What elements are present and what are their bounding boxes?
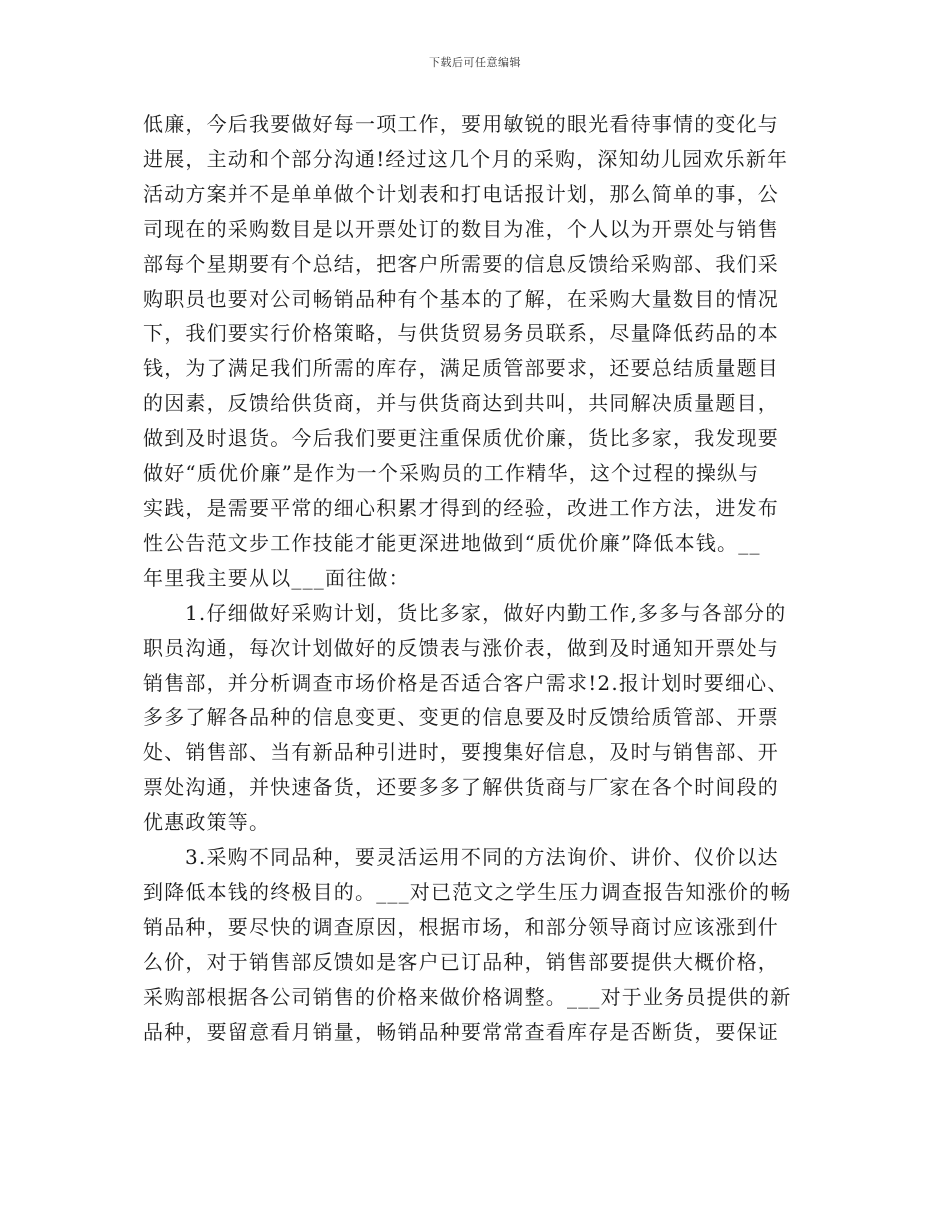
text-line: 处、销售部、当有新品种引进时，要搜集好信息，及时与销售部、开 xyxy=(143,740,779,765)
text-line: 多多了解各品种的信息变更、变更的信息要及时反馈给质管部、开票 xyxy=(143,705,779,730)
text-line: 年里我主要从以___面往做： xyxy=(143,565,410,590)
text-line: 销品种，要尽快的调查原因，根据市场，和部分领导商讨应该涨到什 xyxy=(143,914,779,939)
text-line: 购职员也要对公司畅销品种有个基本的了解，在采购大量数目的情况 xyxy=(143,286,779,311)
paragraph-1 xyxy=(143,107,803,596)
text-line: 活动方案并不是单单做个计划表和打电话报计划，那么简单的事，公 xyxy=(143,181,779,206)
text-line: 性公告范文步工作技能才能更深进地做到“质优价廉”降低本钱。__ xyxy=(143,530,761,555)
text-line: 部每个星期要有个总结，把客户所需要的信息反馈给采购部、我们采 xyxy=(143,251,779,276)
text-line: 司现在的采购数目是以开票处订的数目为准，个人以为开票处与销售 xyxy=(143,216,779,241)
text-line: 进展，主动和个部分沟通!经过这几个月的采购，深知幼儿园欢乐新年 xyxy=(143,146,789,171)
text-line: 职员沟通，每次计划做好的反馈表与涨价表，做到及时通知开票处与 xyxy=(143,635,779,660)
text-line: 销售部，并分析调查市场价格是否适合客户需求!2.报计划时要细心、 xyxy=(143,670,789,695)
text-line: 钱，为了满足我们所需的库存，满足质管部要求，还要总结质量题目 xyxy=(143,356,779,381)
text-line: 的因素，反馈给供货商，并与供货商达到共叫，共同解决质量题目， xyxy=(143,391,779,416)
text-line: 1.仔细做好采购计划，货比多家，做好内勤工作,多多与各部分的 xyxy=(185,600,787,625)
text-line: 低廉，今后我要做好每一项工作，要用敏锐的眼光看待事情的变化与 xyxy=(143,112,779,136)
text-line: 做好“质优价廉”是作为一个采购员的工作精华，这个过程的操纵与 xyxy=(143,461,760,486)
text-line: 品种，要留意看月销量，畅销品种要常常查看库存是否断货，要保证 xyxy=(143,1019,779,1044)
text-line: 采购部根据各公司销售的价格来做价格调整。___对于业务员提供的新 xyxy=(143,984,792,1009)
text-line: 么价，对于销售部反馈如是客户已订品种，销售部要提供大概价格， xyxy=(143,949,779,974)
text-line: 到降低本钱的终极目的。___对已范文之学生压力调查报告知涨价的畅 xyxy=(143,879,792,904)
text-line: 实践，是需要平常的细心积累才得到的经验，改进工作方法，进发布 xyxy=(143,495,779,520)
text-line: 下，我们要实行价格策略，与供货贸易务员联系，尽量降低药品的本 xyxy=(143,321,779,346)
text-line: 做到及时退货。今后我们要更注重保质优价廉，货比多家，我发现要 xyxy=(143,426,779,451)
text-line: 票处沟通，并快速备货，还要多多了解供货商与厂家在各个时间段的 xyxy=(143,775,779,800)
text-line: 优惠政策等。 xyxy=(143,810,271,835)
paragraph-2 xyxy=(143,596,803,840)
document-body xyxy=(143,107,803,1049)
page-header: 下载后可任意编辑 xyxy=(429,56,521,69)
text-line: 3.采购不同品种，要灵活运用不同的方法询价、讲价、仪价以达 xyxy=(185,845,779,870)
paragraph-3 xyxy=(143,840,803,1049)
